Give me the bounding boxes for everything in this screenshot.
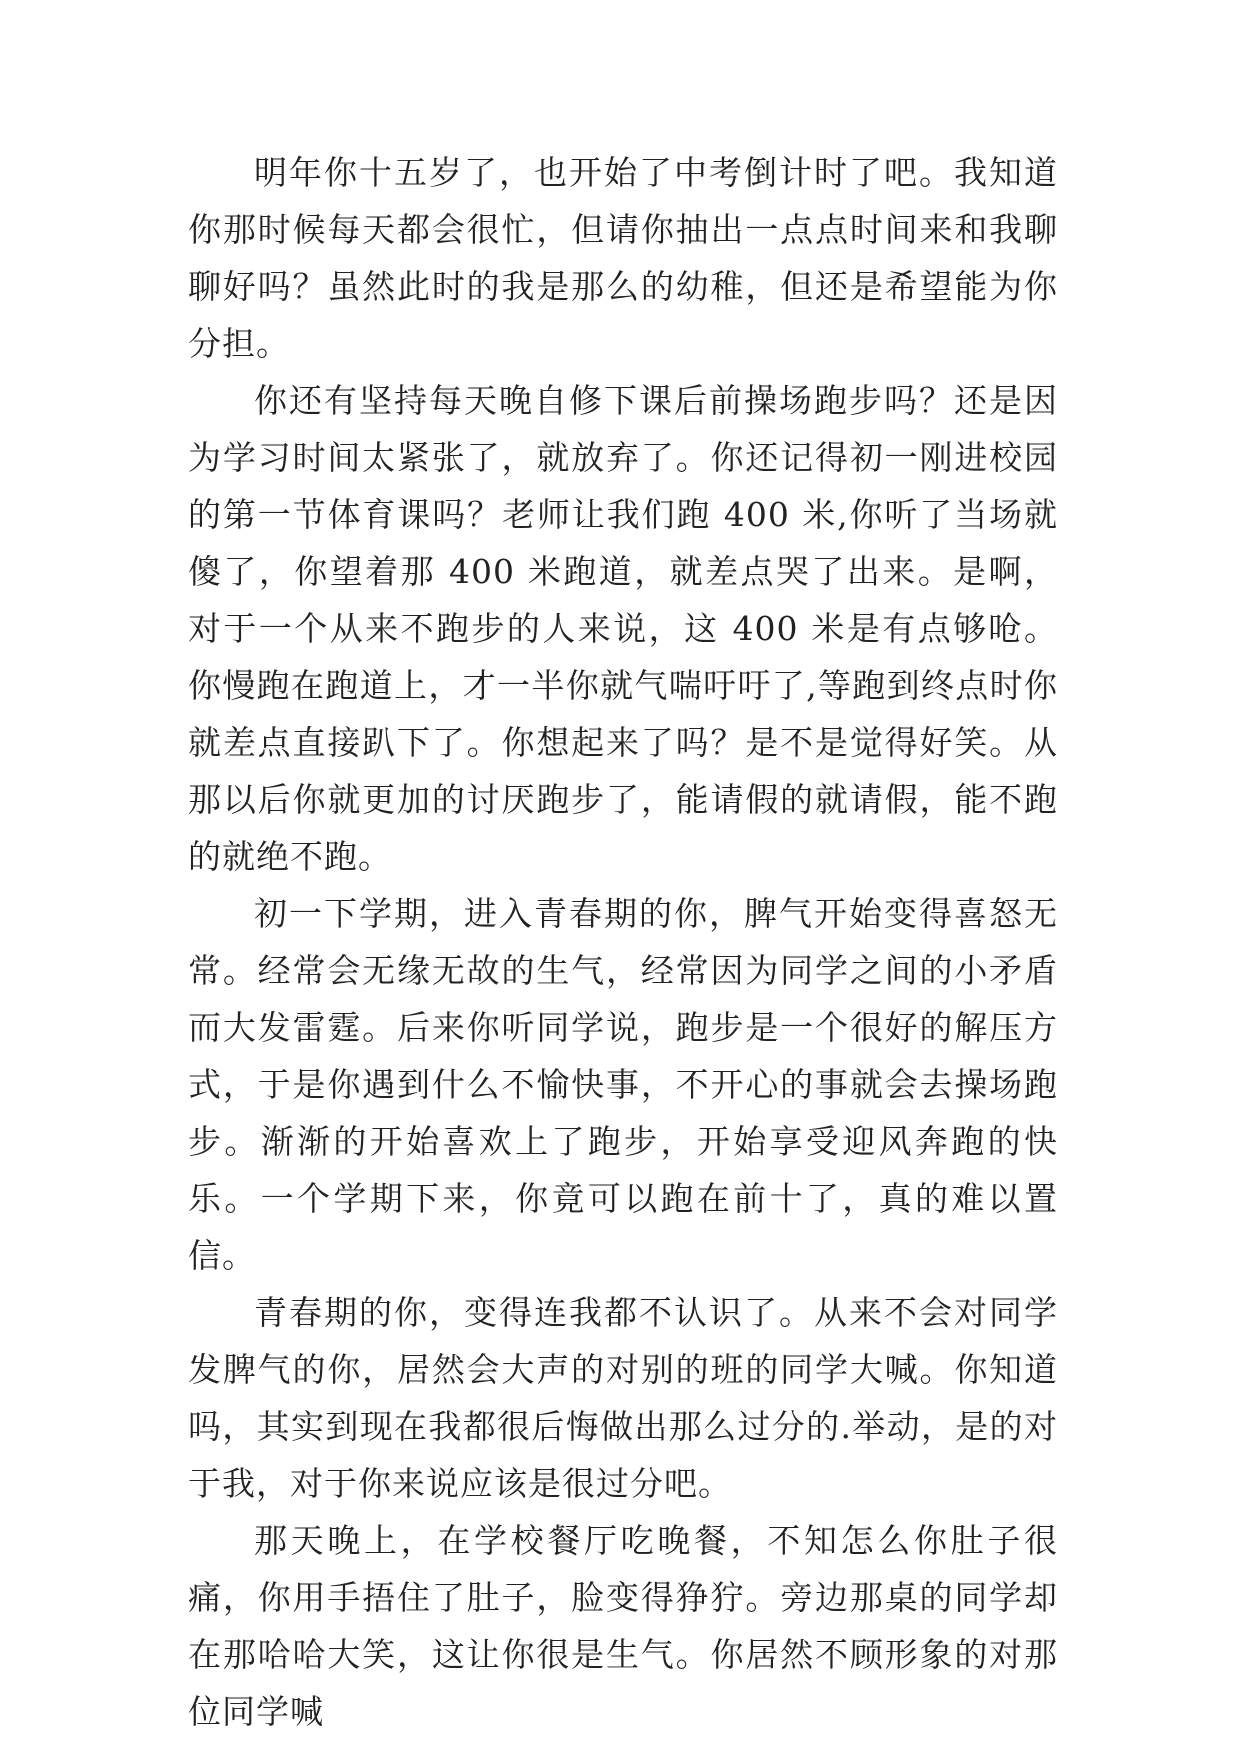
paragraph-3: 初一下学期，进入青春期的你，脾气开始变得喜怒无常。经常会无缘无故的生气，经常因为同学之间的小矛盾而大发雷霆。后来你听同学说，跑步是一个很好的解压方式，于是你遇到什么不愉快事，不开心的事就会去操场跑步。渐渐的开始喜欢上了跑步，开始享受迎风奔跑的快乐。一个学期下来，你竟可以跑在前十了，真的难以置信。 bbox=[188, 894, 1058, 1275]
document-body bbox=[188, 144, 1058, 1740]
paragraph-5: 那天晚上，在学校餐厅吃晚餐，不知怎么你肚子很痛，你用手捂住了肚子，脸变得狰狞。旁边那桌的同学却在那哈哈大笑，这让你很是生气。你居然不顾形象的对那位同学喊 bbox=[188, 1521, 1058, 1731]
paragraph-4: 青春期的你，变得连我都不认识了。从来不会对同学发脾气的你，居然会大声的对别的班的同学大喊。你知道吗，其实到现在我都很后悔做出那么过分的.举动，是的对于我，对于你来说应该是很过分吧。 bbox=[188, 1293, 1058, 1503]
paragraph-1: 明年你十五岁了，也开始了中考倒计时了吧。我知道你那时候每天都会很忙，但请你抽出一点点时间来和我聊聊好吗？虽然此时的我是那么的幼稚，但还是希望能为你分担。 bbox=[188, 153, 1058, 363]
paragraph-2: 你还有坚持每天晚自修下课后前操场跑步吗？还是因为学习时间太紧张了，就放弃了。你还记得初一刚进校园的第一节体育课吗？老师让我们跑 400 米,你听了当场就傻了，你望着那 400 米跑道，就差点哭了出来。是啊，对于一个从来不跑步的人来说，这 400 米是有点够呛。你慢跑在跑道上，才一半你就气喘吁吁了,等跑到终点时你就差点直接趴下了。你想起来了吗？是不是觉得好笑。从那以后你就更加的讨厌跑步了，能请假的就请假，能不跑的就绝不跑。 bbox=[188, 381, 1058, 876]
